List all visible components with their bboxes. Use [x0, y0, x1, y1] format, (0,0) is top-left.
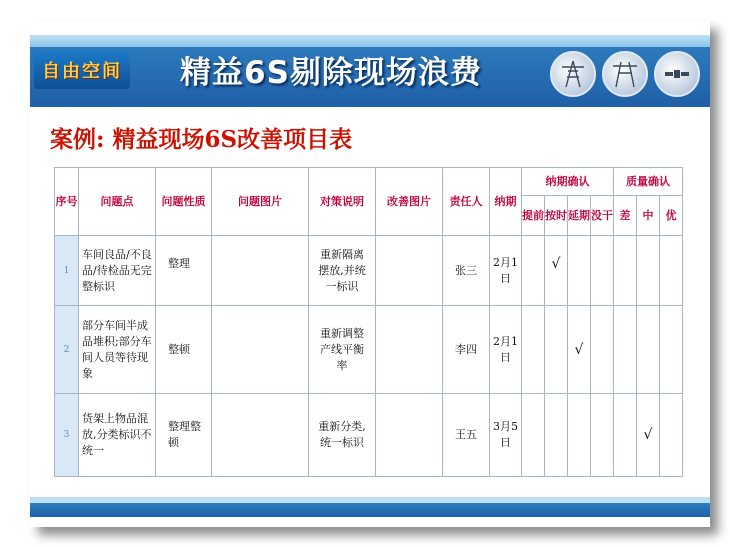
header-problem: 问题点 [79, 168, 156, 236]
row-image [212, 394, 309, 477]
row-mark-good [660, 306, 683, 394]
header-early: 提前 [522, 196, 545, 236]
row-mark-early [522, 236, 545, 306]
row-improve-image [376, 236, 443, 306]
row-mark-poor [614, 236, 637, 306]
row-mark-poor [614, 394, 637, 477]
header-good: 优 [660, 196, 683, 236]
row-problem: 货架上物品混放,分类标识不统一 [79, 394, 156, 477]
row-mark-ontime: √ [545, 236, 568, 306]
header-quality-group: 质量确认 [614, 168, 683, 196]
table-row [55, 394, 683, 477]
transmission-tower-icon [602, 51, 648, 97]
row-image [212, 236, 309, 306]
row-mark-ontime [545, 394, 568, 477]
row-deadline: 2月1日 [490, 236, 522, 306]
row-mark-undone [591, 236, 614, 306]
pylon-icon [550, 51, 596, 97]
footer-bar [30, 503, 710, 517]
row-seq: 3 [55, 394, 79, 477]
table-row [55, 306, 683, 394]
row-problem: 车间良品/不良品/待检品无完整标识 [79, 236, 156, 306]
header-undone: 没干 [591, 196, 614, 236]
row-measure: 重新隔离摆放,并统一标识 [309, 236, 376, 306]
table-row [55, 236, 683, 306]
row-seq: 2 [55, 306, 79, 394]
row-mark-poor [614, 306, 637, 394]
row-deadline: 2月1日 [490, 306, 522, 394]
logo: 自由空间 [34, 51, 130, 89]
header-improve-image: 改善图片 [376, 168, 443, 236]
row-owner: 李四 [443, 306, 490, 394]
row-improve-image [376, 394, 443, 477]
row-image [212, 306, 309, 394]
header-delivery-group: 纳期确认 [522, 168, 614, 196]
satellite-icon [654, 51, 700, 97]
header-ontime: 按时 [545, 196, 568, 236]
improvement-table [54, 167, 683, 477]
row-mark-medium [637, 306, 660, 394]
header-highlight [30, 35, 710, 47]
header-decorations [550, 51, 700, 97]
row-mark-good [660, 394, 683, 477]
header-seq: 序号 [55, 168, 79, 236]
header-measure: 对策说明 [309, 168, 376, 236]
row-mark-undone [591, 394, 614, 477]
row-owner: 张三 [443, 236, 490, 306]
row-nature: 整理整顿 [156, 394, 212, 477]
row-mark-delay: √ [568, 306, 591, 394]
row-measure: 重新调整产线平衡率 [309, 306, 376, 394]
row-mark-ontime [545, 306, 568, 394]
row-mark-good [660, 236, 683, 306]
row-mark-early [522, 394, 545, 477]
header-poor: 差 [614, 196, 637, 236]
row-nature: 整理 [156, 236, 212, 306]
row-seq: 1 [55, 236, 79, 306]
header-bar [30, 35, 710, 107]
row-mark-medium: √ [637, 394, 660, 477]
row-nature: 整顿 [156, 306, 212, 394]
header-deadline: 纳期 [490, 168, 522, 236]
header-nature: 问题性质 [156, 168, 212, 236]
slide [30, 21, 710, 527]
header-owner: 责任人 [443, 168, 490, 236]
header-delay: 延期 [568, 196, 591, 236]
row-owner: 王五 [443, 394, 490, 477]
row-mark-undone [591, 306, 614, 394]
row-deadline: 3月5日 [490, 394, 522, 477]
row-mark-delay [568, 236, 591, 306]
row-improve-image [376, 306, 443, 394]
slide-subtitle: 案例: 精益现场6S改善项目表 [50, 126, 353, 153]
row-mark-delay [568, 394, 591, 477]
header-medium: 中 [637, 196, 660, 236]
row-mark-medium [637, 236, 660, 306]
header-image: 问题图片 [212, 168, 309, 236]
row-mark-early [522, 306, 545, 394]
row-measure: 重新分类,统一标识 [309, 394, 376, 477]
row-problem: 部分车间半成品堆积;部分车间人员等待现象 [79, 306, 156, 394]
slide-title: 精益6S剔除现场浪费 [180, 55, 482, 91]
